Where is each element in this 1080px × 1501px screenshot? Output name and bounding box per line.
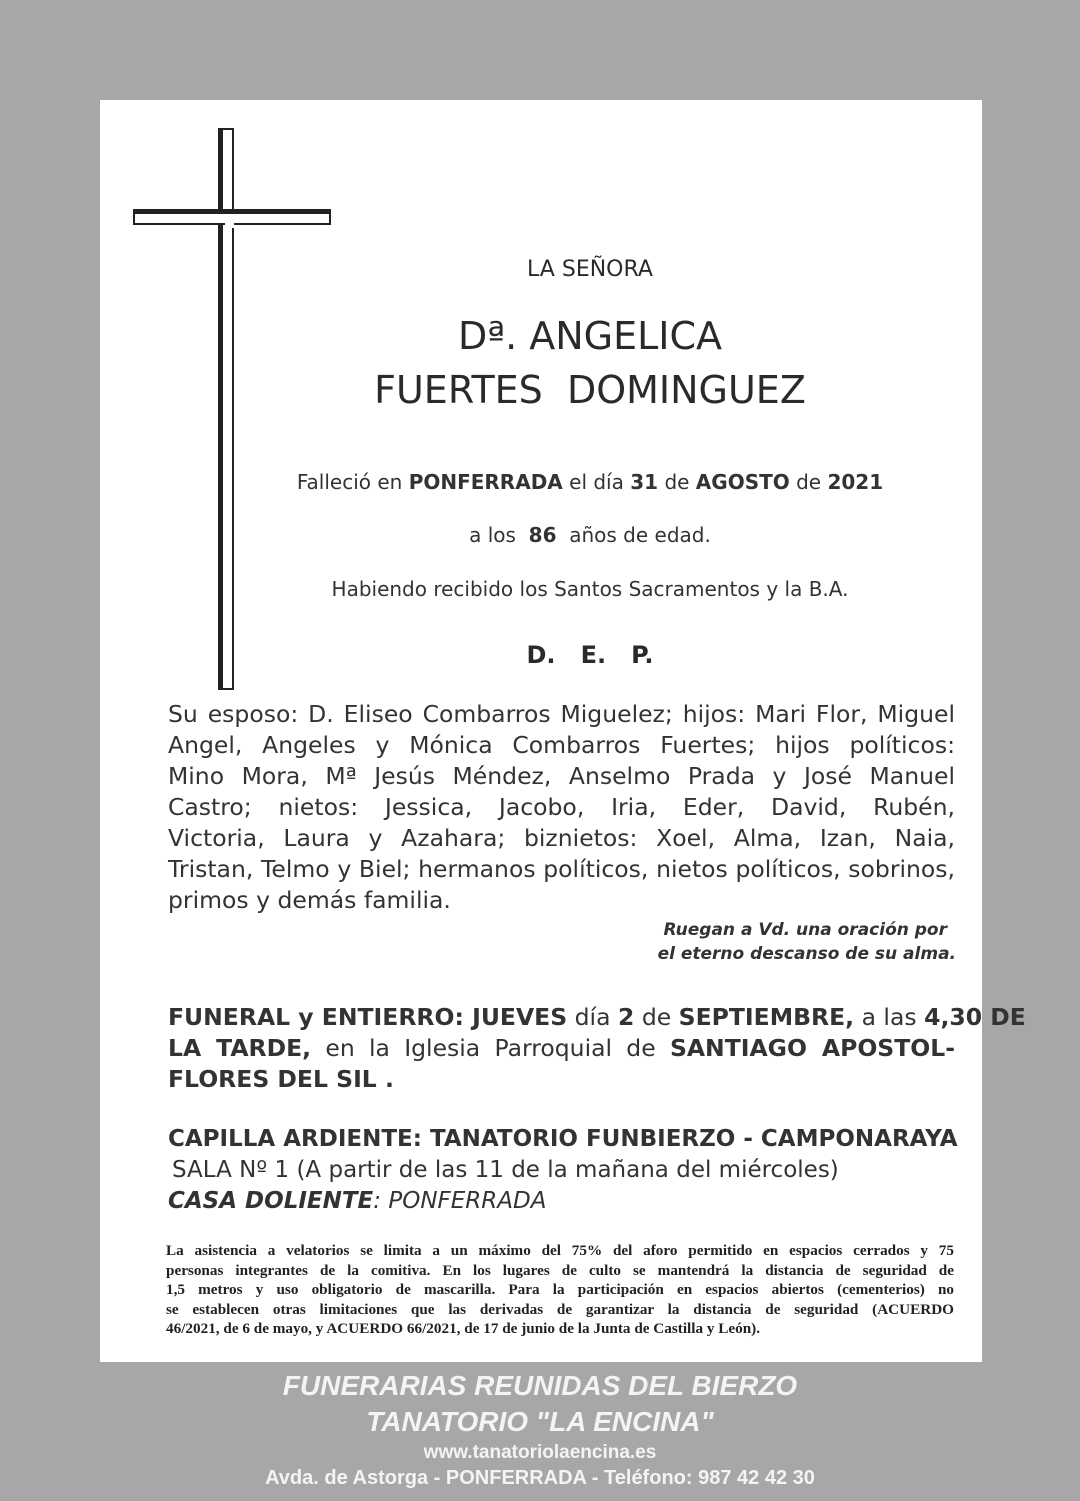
footer-web[interactable]: www.tanatoriolaencina.es xyxy=(423,1442,657,1463)
family-line: Victoria, Laura y Azahara; biznietos: Xoel, Alma, Izan, Naia, xyxy=(168,824,955,852)
chapel-label: CAPILLA ARDIENTE: TANATORIO FUNBIERZO - CAMPONARAYA xyxy=(168,1126,958,1152)
funeral-day: 2 xyxy=(617,1003,635,1031)
legal-line: 1,5 metros y uso obligatorio de mascarilla. Para la participación en espacios abiertos (cementerios) no xyxy=(166,1281,954,1299)
footer-address: Avda. de Astorga - PONFERRADA - Teléfono: 987 42 42 30 xyxy=(265,1467,815,1489)
text: años de edad. xyxy=(569,523,711,547)
home-label: CASA DOLIENTE xyxy=(168,1188,374,1214)
cross-joint xyxy=(225,219,234,228)
death-month: AGOSTO xyxy=(695,470,790,494)
family-line: Tristan, Telmo y Biel; hermanos políticos, nietos políticos, sobrinos, xyxy=(168,855,955,883)
family-line: Castro; nietos: Jessica, Jacobo, Iria, Eder, David, Rubén, xyxy=(168,793,955,821)
prayer-line: Ruegan a Vd. una oración por xyxy=(663,920,947,940)
legal-line: se establecen otras limitaciones que las derivadas de garantizar la distancia de seguridad (ACUERDO xyxy=(166,1300,954,1318)
home-line xyxy=(168,1188,546,1214)
footer-company: FUNERARIAS REUNIDAS DEL BIERZO xyxy=(282,1370,798,1401)
funeral-line xyxy=(168,1003,1026,1031)
text: día xyxy=(574,1003,611,1031)
legal-line: personas integrantes de la comitiva. En los lugares de culto se mantendrá la distancia de seguridad de xyxy=(166,1261,954,1279)
chapel-room: SALA Nº 1 (A partir de las 11 de la mañana del miércoles) xyxy=(172,1157,839,1183)
legal-line: 46/2021, de 6 de mayo, y ACUERDO 66/2021, de 17 de junio de la Junta de Castilla y León). xyxy=(166,1320,761,1338)
heading: LA SEÑORA xyxy=(527,257,653,282)
legal-notice xyxy=(166,1241,954,1339)
family-line: Angel, Angeles y Mónica Combarros Fuertes; hijos políticos: xyxy=(168,731,955,759)
text: de xyxy=(641,1003,672,1031)
church: SANTIAGO APOSTOL- xyxy=(669,1034,955,1062)
church-line2: FLORES DEL SIL . xyxy=(168,1065,394,1093)
home-place: : PONFERRADA xyxy=(373,1188,547,1214)
family-line: Mino Mora, Mª Jesús Méndez, Anselmo Prada y José Manuel xyxy=(168,762,955,790)
text: a los xyxy=(469,523,516,547)
dep: D. E. P. xyxy=(526,641,654,669)
funeral-line xyxy=(168,1034,955,1062)
family-line: Su esposo: D. Eliseo Combarros Miguelez; hijos: Mari Flor, Miguel xyxy=(168,700,955,728)
death-line xyxy=(180,470,1000,494)
text: a las xyxy=(861,1003,917,1031)
prayer-line: el eterno descanso de su alma. xyxy=(657,944,956,964)
death-place: PONFERRADA xyxy=(408,470,563,494)
footer-tanatorio: TANATORIO "LA ENCINA" xyxy=(366,1406,714,1437)
age: 86 xyxy=(528,523,557,547)
funeral-month: SEPTIEMBRE, xyxy=(678,1003,855,1031)
age-line xyxy=(180,523,1000,547)
sacraments: Habiendo recibido los Santos Sacramentos y la B.A. xyxy=(331,577,849,601)
text: de xyxy=(664,470,690,494)
name-line1: Dª. ANGELICA xyxy=(457,314,723,358)
prayer xyxy=(658,918,956,966)
funeral-time: LA TARDE, xyxy=(168,1034,312,1062)
text: Falleció en xyxy=(296,470,403,494)
death-day: 31 xyxy=(630,470,659,494)
text: en la Iglesia Parroquial de xyxy=(325,1034,656,1062)
death-year: 2021 xyxy=(827,470,884,494)
name-line2: FUERTES DOMINGUEZ xyxy=(374,368,806,412)
text: de xyxy=(796,470,822,494)
legal-line: La asistencia a velatorios se limita a un máximo del 75% del aforo permitido en espacios cerrados y 75 xyxy=(166,1242,954,1259)
text: el día xyxy=(569,470,624,494)
family-line: primos y demás familia. xyxy=(168,886,451,914)
funeral-time: 4,30 DE xyxy=(924,1003,1026,1031)
funeral-label: FUNERAL y ENTIERRO: JUEVES xyxy=(168,1003,568,1031)
